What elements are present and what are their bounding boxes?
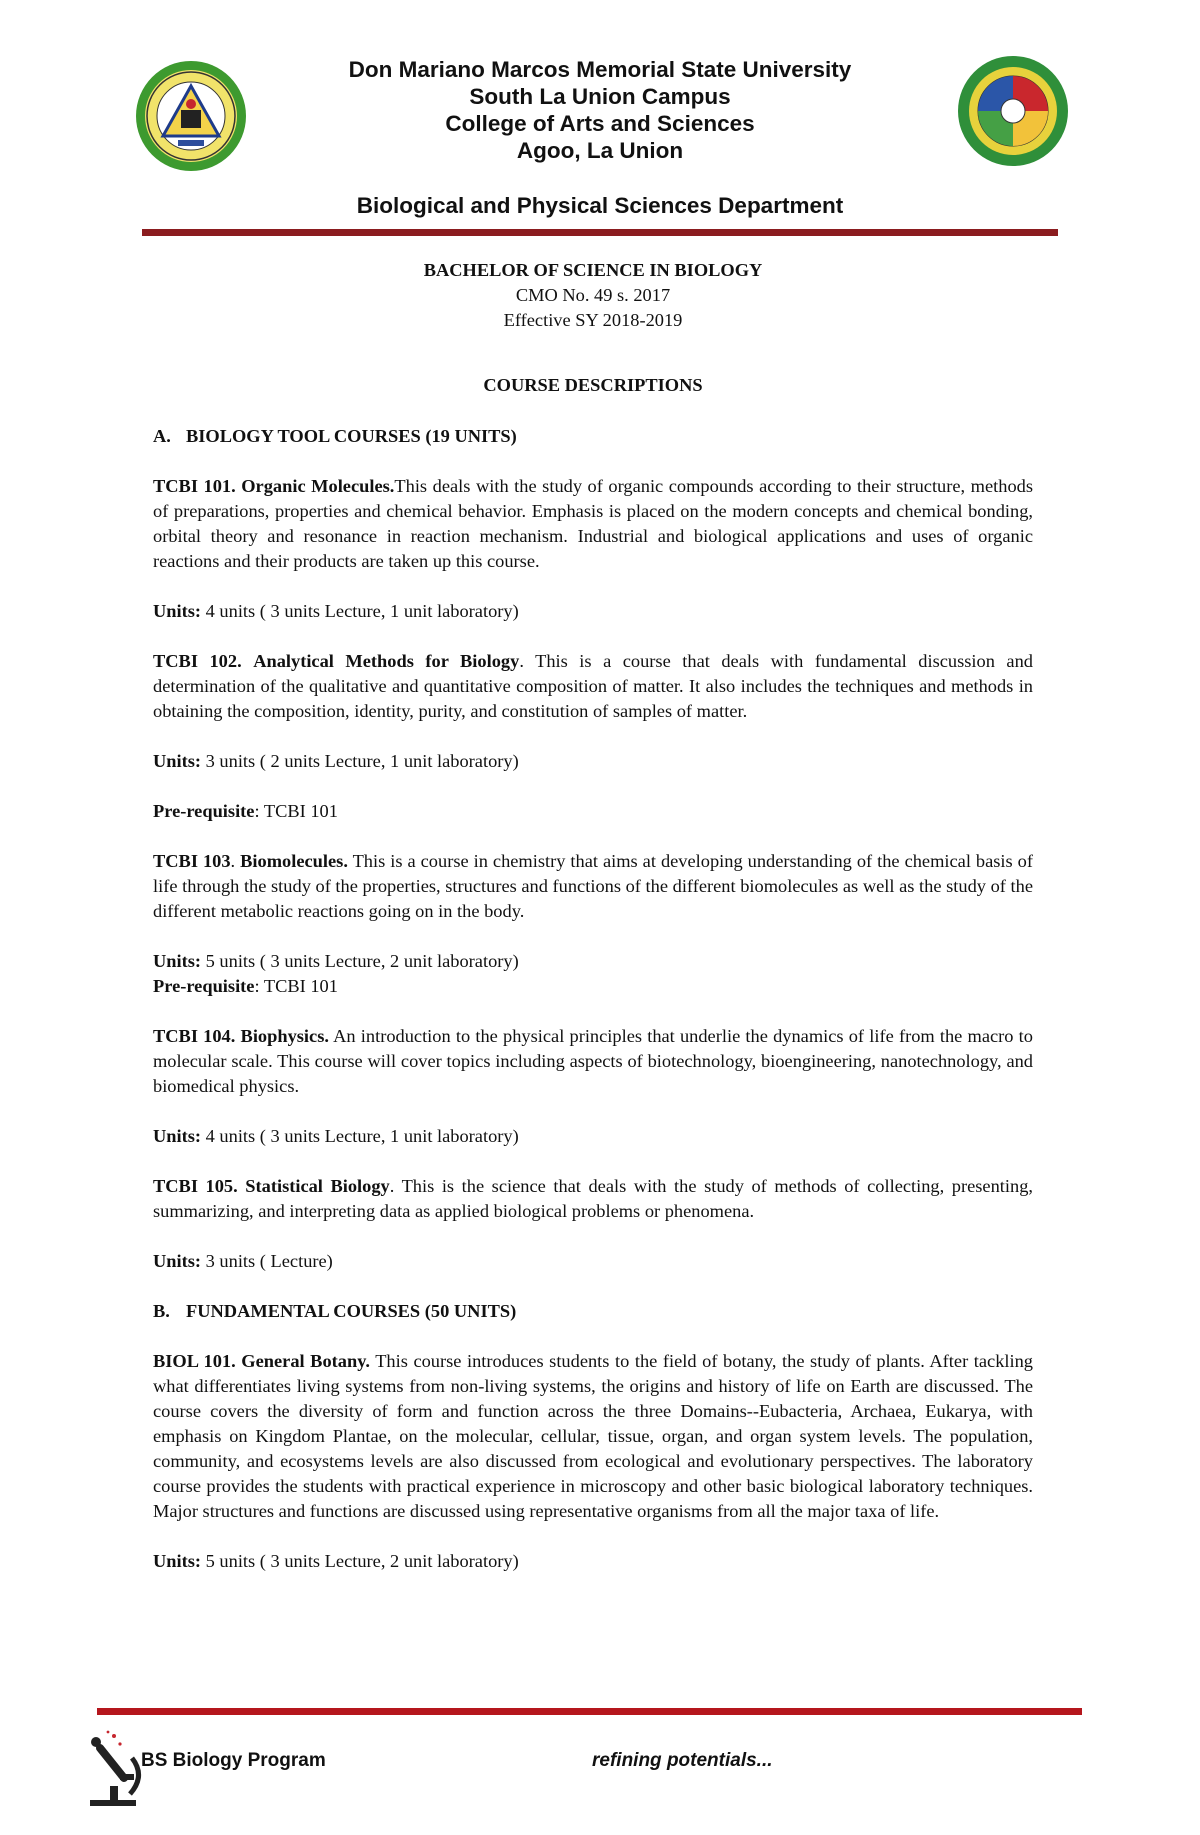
prerequisite-label: Pre-requisite (153, 976, 255, 996)
prerequisite-value: : TCBI 101 (254, 976, 338, 996)
campus-name: South La Union Campus (469, 84, 731, 109)
course-description (153, 649, 1033, 724)
course-prerequisite (153, 974, 1033, 999)
course-description (153, 1024, 1033, 1099)
course-text: . This is the science that deals with the study of methods of collecting, presenting, summarizing, and interpreting data as applied biological problems or phenomena. (153, 1176, 1033, 1221)
course-separator: . (230, 851, 241, 871)
category-title: FUNDAMENTAL COURSES (50 UNITS) (186, 1301, 517, 1321)
course-description (153, 474, 1033, 574)
course-name: Biomolecules. (240, 851, 348, 871)
prerequisite-label: Pre-requisite (153, 801, 255, 821)
footer-tagline: refining potentials... (592, 1750, 773, 1771)
category-title: BIOLOGY TOOL COURSES (19 UNITS) (186, 426, 517, 446)
units-value: 5 units ( 3 units Lecture, 2 unit laboratory) (205, 951, 519, 971)
course-description (153, 849, 1033, 924)
course-code: TCBI 102. (153, 651, 242, 671)
course-text: This course introduces students to the field of botany, the study of plants. After tackling what differentiates living systems from non-living systems, the origins and history of life on Earth are discussed. The course covers the diversity of form and function across the three Domains--Eubacteria, Archaea, Eukarya, with emphasis on Kingdom Plantae, on the molecular, cellular, tissue, organ, and organ system levels. The population, community, and ecosystems levels are also discussed from ecological and evolutionary perspectives. The laboratory course provides the students with practical experience in microscopy and other basic biological laboratory techniques. Major structures and functions are discussed using representative organisms from all the major taxa of life. (153, 1351, 1033, 1521)
course-units (153, 949, 1033, 974)
course-name: Statistical Biology (245, 1176, 390, 1196)
effective-sy: Effective SY 2018-2019 (503, 310, 683, 330)
course-code: TCBI 104. (153, 1026, 236, 1046)
course-units (153, 1249, 1033, 1274)
units-label: Units: (153, 951, 202, 971)
course-code: TCBI 105. (153, 1176, 238, 1196)
units-label: Units: (153, 1251, 202, 1271)
category-letter: A. (153, 426, 171, 446)
units-label: Units: (153, 1551, 202, 1571)
document-body (153, 258, 1033, 1574)
units-label: Units: (153, 601, 202, 621)
course-name: General Botany. (241, 1351, 370, 1371)
course-units (153, 599, 1033, 624)
location: Agoo, La Union (516, 138, 684, 163)
category-letter: B. (153, 1301, 170, 1321)
units-value: 3 units ( 2 units Lecture, 1 unit laboratory) (205, 751, 519, 771)
cmo-number: CMO No. 49 s. 2017 (515, 285, 671, 305)
program-title: BACHELOR OF SCIENCE IN BIOLOGY (423, 260, 763, 280)
units-label: Units: (153, 751, 202, 771)
course-description (153, 1174, 1033, 1224)
section-title: COURSE DESCRIPTIONS (483, 375, 703, 395)
course-text: This deals with the study of organic compounds according to their structure, methods of preparations, properties and chemical behavior. Emphasis is placed on the modern concepts and chemical bonding, orbital theory and resonance in reaction mechanism. Industrial and biological applications and uses of organic reactions and their products are taken up this course. (153, 476, 1033, 571)
category-heading (153, 424, 1033, 449)
course-code: BIOL 101. (153, 1351, 236, 1371)
course-prerequisite (153, 799, 1033, 824)
units-label: Units: (153, 1126, 202, 1146)
footer-divider (97, 1708, 1082, 1715)
course-code: TCBI 101. (153, 476, 236, 496)
footer-program: BS Biology Program (141, 1750, 326, 1771)
course-units (153, 749, 1033, 774)
units-value: 4 units ( 3 units Lecture, 1 unit laboratory) (205, 601, 519, 621)
university-name: Don Mariano Marcos Memorial State University (348, 57, 852, 82)
prerequisite-value: : TCBI 101 (254, 801, 338, 821)
header-divider (142, 229, 1058, 236)
course-units (153, 1549, 1033, 1574)
college-name: College of Arts and Sciences (445, 111, 755, 136)
course-text: This is a course in chemistry that aims at developing understanding of the chemical basis of life through the study of the properties, structures and functions of the different biomolecules as well as the study of the different metabolic reactions going on in the body. (153, 851, 1034, 921)
units-value: 4 units ( 3 units Lecture, 1 unit laboratory) (205, 1126, 519, 1146)
course-text: An introduction to the physical principles that underlie the dynamics of life from the macro to molecular scale. This course will cover topics including aspects of biotechnology, bioengineering, nanotechnology, and biomedical physics. (153, 1026, 1033, 1096)
course-name: Biophysics. (240, 1026, 329, 1046)
units-value: 5 units ( 3 units Lecture, 2 unit laboratory) (205, 1551, 519, 1571)
department-name: Biological and Physical Sciences Department (356, 193, 844, 218)
course-units (153, 1124, 1033, 1149)
category-heading (153, 1299, 1033, 1324)
course-description (153, 1349, 1033, 1524)
program-title-block (153, 258, 1033, 333)
course-name: Organic Molecules. (241, 476, 395, 496)
units-value: 3 units ( Lecture) (205, 1251, 333, 1271)
course-name: Analytical Methods for Biology (253, 651, 520, 671)
course-code: TCBI 103 (153, 851, 231, 871)
university-header (0, 56, 1200, 164)
course-text: . This is a course that deals with fundamental discussion and determination of the qualitative and quantitative composition of matter. It also includes the techniques and methods in obtaining the composition, identity, purity, and constitution of samples of matter. (153, 651, 1033, 721)
